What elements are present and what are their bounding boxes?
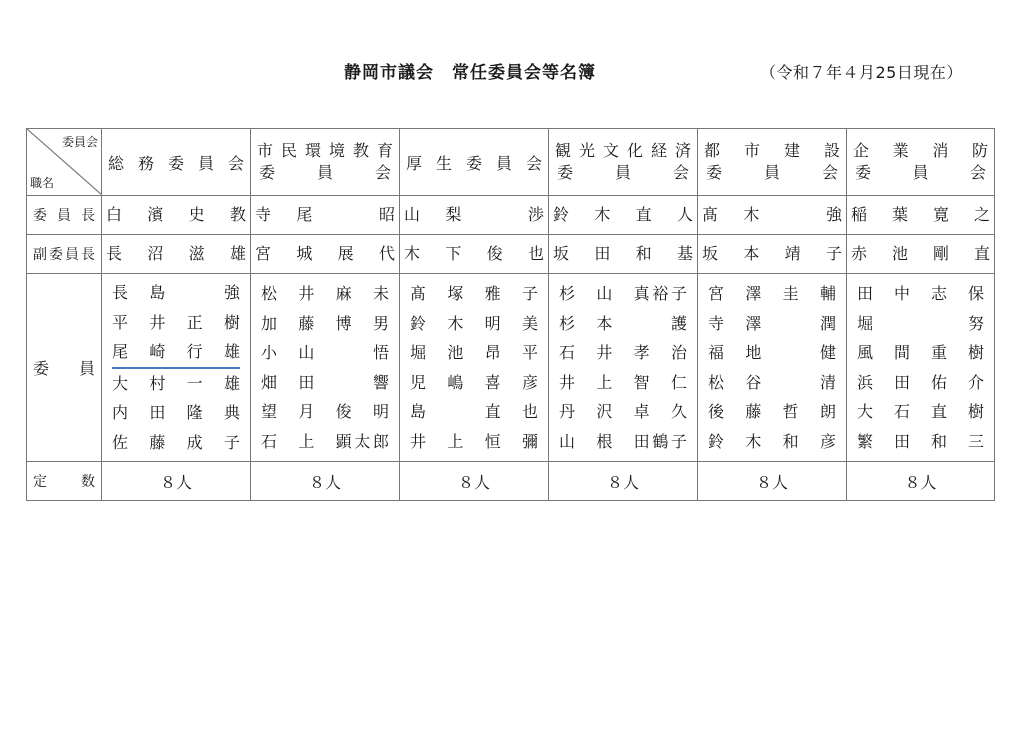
member-name: 加 藤 博 男 xyxy=(261,313,389,333)
member-name: 田 中 志 保 xyxy=(857,284,984,303)
header-row xyxy=(27,129,995,196)
committee-name-3-line1: 観光文化経済 xyxy=(555,141,691,160)
member-name: 風 間 重 樹 xyxy=(857,343,984,362)
chair-cell xyxy=(549,196,698,235)
members-cell xyxy=(698,274,847,462)
chair-name: 寺 尾 昭 xyxy=(255,205,395,224)
committee-name-4-line1: 都市建設 xyxy=(704,141,840,160)
row-label-members: 委員 xyxy=(27,274,102,462)
member-name: 浜 田 佑 介 xyxy=(857,372,984,392)
chair-cell xyxy=(698,196,847,235)
member-name: 堀 努 xyxy=(857,313,984,333)
committee-name-5-line2: 委員会 xyxy=(855,163,986,182)
members-cell xyxy=(102,274,251,462)
member-name: 杉 山 真裕子 xyxy=(559,284,687,303)
member-name: 畑 田 響 xyxy=(261,372,389,392)
member-name: 鈴 木 明 美 xyxy=(410,313,538,333)
quota-cell: ８人 xyxy=(847,462,995,501)
quota-cell: ８人 xyxy=(549,462,698,501)
quota-cell: ８人 xyxy=(698,462,847,501)
quota-cell: ８人 xyxy=(400,462,549,501)
member-name: 大 石 直 樹 xyxy=(857,402,984,421)
chair-name: 白 濱 史 教 xyxy=(106,205,246,224)
row-label-vice-chair: 副委員長 xyxy=(27,235,102,274)
chair-name: 鈴 木 直 人 xyxy=(553,205,693,224)
member-name: 内 田 隆 典 xyxy=(112,403,240,422)
member-name: 石 井 孝 治 xyxy=(559,343,687,362)
vice-chair-cell xyxy=(549,235,698,274)
committee-name-3-line2: 委員会 xyxy=(557,163,689,182)
vice-chair-cell xyxy=(102,235,251,274)
chair-cell xyxy=(251,196,400,235)
member-name: 福 地 健 xyxy=(708,343,836,362)
member-name: 大 村 一 雄 xyxy=(112,373,240,393)
member-name: 井 上 恒 彌 xyxy=(410,431,538,451)
vice-chair-name: 坂 本 靖 子 xyxy=(702,244,842,263)
member-name: 杉 本 護 xyxy=(559,313,687,333)
committee-roster-table xyxy=(26,128,995,501)
committee-name-5 xyxy=(847,129,995,196)
committee-name-1-line2: 委員会 xyxy=(259,163,391,182)
row-label-quota: 定数 xyxy=(27,462,102,501)
committee-name-0: 総務委員会 xyxy=(102,129,251,196)
members-cell xyxy=(549,274,698,462)
member-name: 寺 澤 潤 xyxy=(708,313,836,333)
member-name: 長 島 強 xyxy=(112,283,240,302)
as-of-date: （令和７年４月25日現在） xyxy=(760,63,963,82)
member-name: 山 根 田鶴子 xyxy=(559,431,687,451)
committee-name-4-line2: 委員会 xyxy=(706,163,838,182)
member-name: 小 山 悟 xyxy=(261,343,389,362)
member-name: 宮 澤 圭 輔 xyxy=(708,284,836,303)
member-name: 繁 田 和 三 xyxy=(857,431,984,451)
vice-chair-row xyxy=(27,235,995,274)
member-name: 松 谷 清 xyxy=(708,372,836,392)
committee-name-3 xyxy=(549,129,698,196)
vice-chair-name: 宮 城 展 代 xyxy=(255,244,395,263)
vice-chair-name: 長 沼 滋 雄 xyxy=(106,244,246,263)
member-name: 平 井 正 樹 xyxy=(112,312,240,332)
chair-row xyxy=(27,196,995,235)
chair-cell xyxy=(847,196,995,235)
chair-cell xyxy=(102,196,251,235)
members-cell xyxy=(847,274,995,462)
members-cell xyxy=(400,274,549,462)
vice-chair-cell xyxy=(698,235,847,274)
member-name: 髙 塚 雅 子 xyxy=(410,284,538,303)
members-cell xyxy=(251,274,400,462)
vice-chair-cell xyxy=(251,235,400,274)
member-name: 児 嶋 喜 彦 xyxy=(410,372,538,392)
vice-chair-name: 赤 池 剛 直 xyxy=(851,244,990,263)
quota-row xyxy=(27,462,995,501)
member-name-highlighted: 尾 崎 行 雄 xyxy=(112,337,240,369)
vice-chair-cell xyxy=(400,235,549,274)
row-label-chair: 委員長 xyxy=(27,196,102,235)
vice-chair-name: 木 下 俊 也 xyxy=(404,244,544,263)
chair-name: 山 梨 渉 xyxy=(404,205,544,224)
member-name: 堀 池 昂 平 xyxy=(410,343,538,362)
members-row xyxy=(27,274,995,462)
vice-chair-cell xyxy=(847,235,995,274)
member-name: 佐 藤 成 子 xyxy=(112,432,240,452)
chair-cell xyxy=(400,196,549,235)
chair-name: 髙 木 強 xyxy=(702,205,842,224)
corner-label-position: 職名 xyxy=(30,176,55,190)
quota-cell: ８人 xyxy=(102,462,251,501)
member-name: 後 藤 哲 朗 xyxy=(708,402,836,421)
member-name: 望 月 俊 明 xyxy=(261,402,389,421)
document-title: 静岡市議会 常任委員会等名簿 xyxy=(344,63,596,83)
member-name: 井 上 智 仁 xyxy=(559,372,687,392)
member-name: 松 井 麻 未 xyxy=(261,284,389,303)
committee-name-2: 厚生委員会 xyxy=(400,129,549,196)
committee-name-1-line1: 市民環境教育 xyxy=(257,141,393,160)
corner-cell xyxy=(27,129,102,196)
member-name: 石 上 顕太郎 xyxy=(261,431,389,451)
committee-name-1 xyxy=(251,129,400,196)
member-name: 鈴 木 和 彦 xyxy=(708,431,836,451)
member-name: 丹 沢 卓 久 xyxy=(559,402,687,421)
corner-label-committee: 委員会 xyxy=(61,135,98,149)
committee-name-5-line1: 企業消防 xyxy=(853,141,988,160)
member-name: 島 直 也 xyxy=(410,402,538,421)
committee-name-4 xyxy=(698,129,847,196)
chair-name: 稲 葉 寛 之 xyxy=(851,205,990,224)
quota-cell: ８人 xyxy=(251,462,400,501)
vice-chair-name: 坂 田 和 基 xyxy=(553,244,693,263)
